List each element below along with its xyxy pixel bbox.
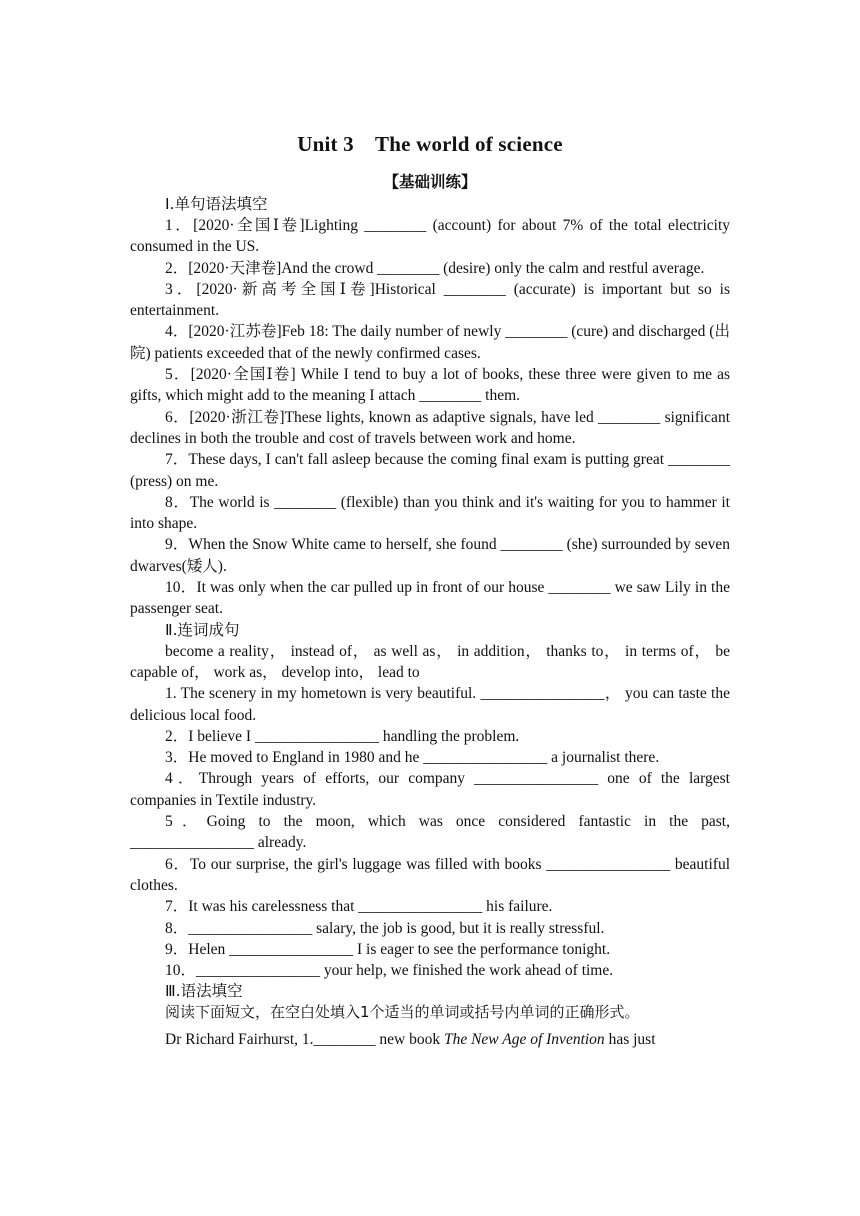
question-item: 5．[2020·全国Ⅰ卷] While I tend to buy a lot of books, these three were given to me as gifts, which might add to the meaning I attach ________ them. — [130, 366, 730, 405]
section-2-heading: Ⅱ.连词成句 — [165, 620, 240, 639]
phrase-bank: become a reality， instead of， as well as， in addition， thanks to， in terms of， be capable of， work as， develop into， lead to — [130, 642, 730, 681]
worksheet-page — [130, 128, 730, 1051]
question-item: 2．[2020·天津卷]And the crowd ________ (desire) only the calm and restful average. — [165, 259, 705, 277]
passage-before: Dr Richard Fairhurst, 1.________ new book — [165, 1031, 444, 1049]
question-item: 9．When the Snow White came to herself, she found ________ (she) surrounded by seven dwarves(矮人). — [130, 536, 730, 575]
section-3-instructions: 阅读下面短文，在空白处填入1个适当的单词或括号内单词的正确形式。 — [165, 1003, 640, 1022]
section-1 — [130, 194, 730, 620]
question-item: 2．I believe I ________________ handling the problem. — [165, 727, 520, 745]
question-item: 1．[2020·全国Ⅰ卷]Lighting ________ (account) for about 7% of the total electricity consumed in the US. — [130, 217, 730, 256]
question-item: 5．Going to the moon, which was once considered fantastic in the past, ________________ already. — [130, 813, 730, 852]
question-item: 3．[2020·新高考全国Ⅰ卷]Historical ________ (accurate) is important but so is entertainment. — [130, 280, 730, 320]
question-item: 6．To our surprise, the girl's luggage was filled with books ________________ beautiful clothes. — [130, 855, 730, 894]
section-1-heading: Ⅰ.单句语法填空 — [165, 195, 268, 213]
passage-text — [130, 1029, 730, 1050]
question-item: 9．Helen ________________ I is eager to see the performance tonight. — [165, 940, 611, 958]
passage-after: has just — [604, 1031, 656, 1049]
question-item: 6．[2020·浙江卷]These lights, known as adaptive signals, have led ________ significant declines in both the trouble and cost of travels between work and home. — [130, 408, 730, 447]
question-item: 10．It was only when the car pulled up in front of our house ________ we saw Lily in the passenger seat. — [130, 579, 730, 618]
subtitle-basic-training: 【基础训练】 — [383, 173, 477, 191]
question-item: 7．It was his carelessness that ________________ his failure. — [165, 898, 553, 916]
page-title: Unit 3 The world of science — [297, 132, 563, 156]
question-item: 4．Through years of efforts, our company ________________ one of the largest companies in Textile industry. — [130, 770, 730, 809]
section-2 — [130, 620, 730, 982]
section-3-heading: Ⅲ.语法填空 — [165, 982, 243, 1001]
question-item: 7．These days, I can't fall asleep because the coming final exam is putting great ________ (press) on me. — [130, 451, 730, 490]
question-item: 8．________________ salary, the job is good, but it is really stressful. — [165, 919, 605, 937]
book-title: The New Age of Invention — [443, 1031, 605, 1049]
question-item: 10．________________ your help, we finished the work ahead of time. — [165, 962, 614, 980]
question-item: 1. The scenery in my hometown is very beautiful. ________________， you can taste the delicious local food. — [130, 685, 730, 724]
question-item: 3．He moved to England in 1980 and he ________________ a journalist there. — [165, 749, 660, 767]
section-3 — [130, 981, 730, 1050]
question-item: 4．[2020·江苏卷]Feb 18: The daily number of newly ________ (cure) and discharged (出院) patients exceeded that of the newly confirmed cases. — [130, 323, 730, 362]
question-item: 8．The world is ________ (flexible) than you think and it's waiting for you to hammer it into shape. — [130, 493, 730, 533]
